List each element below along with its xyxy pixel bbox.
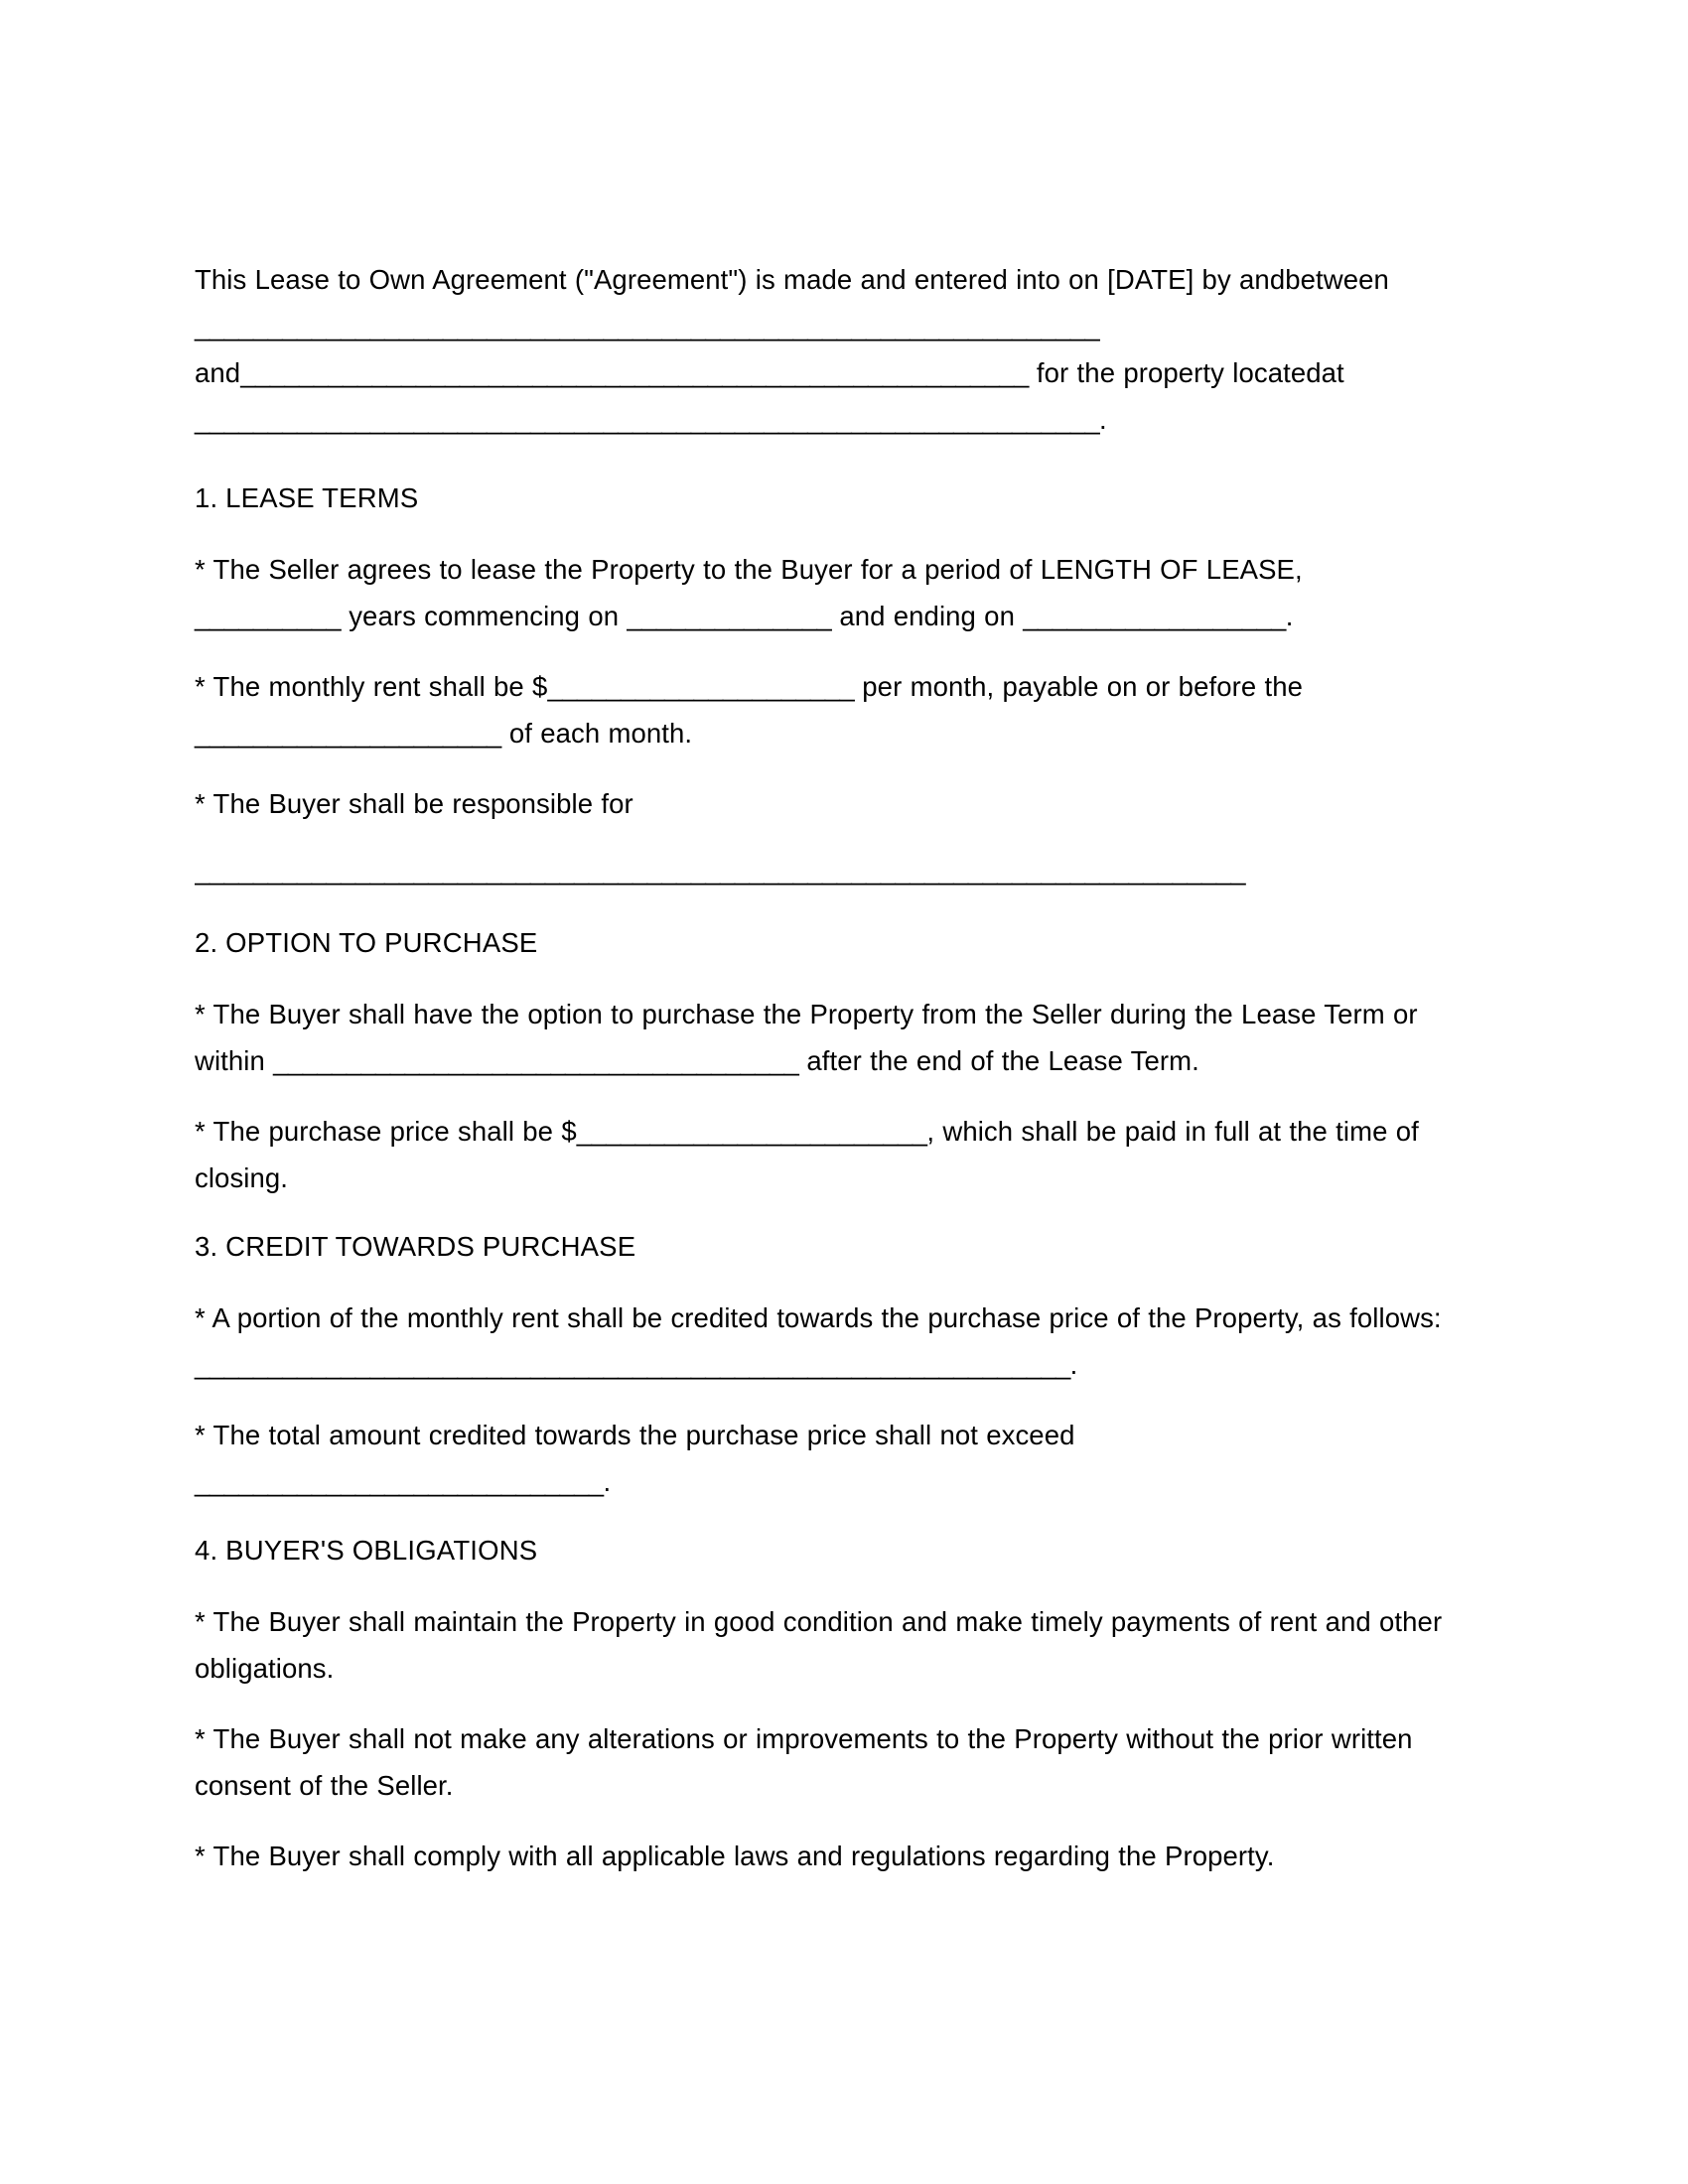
lease-terms-item-2-text-b: per month, payable on or before the — [854, 671, 1304, 702]
blank-rent-due-day[interactable]: _____________________ — [195, 718, 501, 749]
obligations-item-1 — [195, 1598, 1456, 1692]
blank-lease-years[interactable]: __________ — [195, 601, 341, 631]
blank-party-names[interactable]: ______________________________________________________________ — [195, 311, 1100, 341]
blank-monthly-rent-amount[interactable]: _____________________ — [547, 671, 855, 702]
obligations-item-3-text-a: * The Buyer shall comply with all applicable laws and regulations regarding the Property. — [195, 1841, 1275, 1871]
lease-terms-item-3-text-a: * The Buyer shall be responsible for — [195, 788, 633, 819]
lease-terms-item-1-text-d: . — [1285, 601, 1294, 631]
option-item-1 — [195, 991, 1456, 1084]
obligations-item-3 — [195, 1833, 1456, 1879]
option-item-2 — [195, 1108, 1456, 1201]
lease-terms-item-2-text-a: * The monthly rent shall be $ — [195, 671, 548, 702]
blank-option-exercise-period[interactable]: ____________________________________ — [273, 1045, 799, 1076]
lease-terms-item-3 — [195, 780, 1456, 827]
lease-terms-item-2-text-c: of each month. — [500, 718, 693, 749]
obligations-item-1-text-b: rent and other obligations. — [195, 1606, 1443, 1684]
intro-between-label: between — [1285, 264, 1389, 295]
intro-period: . — [1099, 404, 1107, 435]
blank-lease-end-date[interactable]: __________________ — [1023, 601, 1286, 631]
option-item-2-text-a: * The purchase price shall be $ — [195, 1116, 577, 1147]
document-body — [195, 256, 1456, 1903]
credit-item-1-text-a: * A portion of the monthly rent shall be credited towards the purchase price of the Property, — [195, 1302, 1305, 1333]
option-item-1-text-c: after the end of the Lease Term. — [798, 1045, 1199, 1076]
blank-lease-start-date[interactable]: ______________ — [627, 601, 832, 631]
credit-item-2-text-b: . — [603, 1466, 612, 1497]
blank-buyer-responsibility[interactable]: ________________________________________________________________________ — [195, 855, 1245, 886]
intro-paragraph — [195, 256, 1456, 443]
lease-terms-item-1 — [195, 546, 1456, 639]
credit-item-2-text-a: * The total amount credited towards the purchase price shall not exceed — [195, 1420, 1075, 1450]
option-item-1-text-a: * The Buyer shall have the option to purchase the Property from the Seller during the Lease — [195, 999, 1317, 1029]
blank-max-credit[interactable]: ____________________________ — [195, 1466, 604, 1497]
blank-purchase-price[interactable]: ________________________ — [576, 1116, 927, 1147]
intro-line-1: This Lease to Own Agreement ("Agreement") is made and entered into on [DATE] by and — [195, 264, 1286, 295]
intro-at-label: at — [1321, 357, 1344, 388]
lease-terms-item-1-text-a: * The Seller agrees to lease the Property to the Buyer for a period of LENGTH OF LEASE, — [195, 554, 1303, 585]
obligations-item-2-text-b: prior written consent of the Seller. — [195, 1723, 1413, 1801]
intro-and-word: and — [195, 357, 241, 388]
lease-terms-item-1-text-b: years commencing on — [340, 601, 628, 631]
option-item-2-text-b: , which shall be paid in full at — [926, 1116, 1282, 1147]
credit-item-1-text-c: . — [1069, 1349, 1078, 1380]
obligations-item-1-text-a: * The Buyer shall maintain the Property in good condition and make timely payments of — [195, 1606, 1262, 1637]
obligations-item-2-text-a: * The Buyer shall not make any alterations or improvements to the Property without the — [195, 1723, 1260, 1754]
section-heading-lease-terms: 1. LEASE TERMS — [195, 482, 419, 513]
lease-terms-item-1-text-c: and ending on — [831, 601, 1024, 631]
credit-item-1 — [195, 1295, 1456, 1388]
blank-property-address[interactable]: ______________________________________________________________ — [195, 404, 1100, 435]
section-heading-buyers-obligations: 4. BUYER'S OBLIGATIONS — [195, 1535, 538, 1566]
blank-party-second[interactable]: ______________________________________________________ — [240, 357, 1029, 388]
lease-terms-item-2 — [195, 663, 1456, 756]
credit-item-2 — [195, 1412, 1456, 1505]
section-heading-credit-towards-purchase: 3. CREDIT TOWARDS PURCHASE — [195, 1231, 636, 1262]
option-item-1-text-b: Term or within — [195, 999, 1418, 1076]
blank-credit-terms[interactable]: ____________________________________________________________ — [195, 1349, 1070, 1380]
option-item-2-text-c: the time of closing. — [195, 1116, 1419, 1193]
intro-for-property: for the property located — [1028, 357, 1322, 388]
credit-item-1-text-b: as follows: — [1312, 1302, 1442, 1333]
obligations-item-2 — [195, 1715, 1456, 1809]
section-heading-option-to-purchase: 2. OPTION TO PURCHASE — [195, 927, 538, 958]
